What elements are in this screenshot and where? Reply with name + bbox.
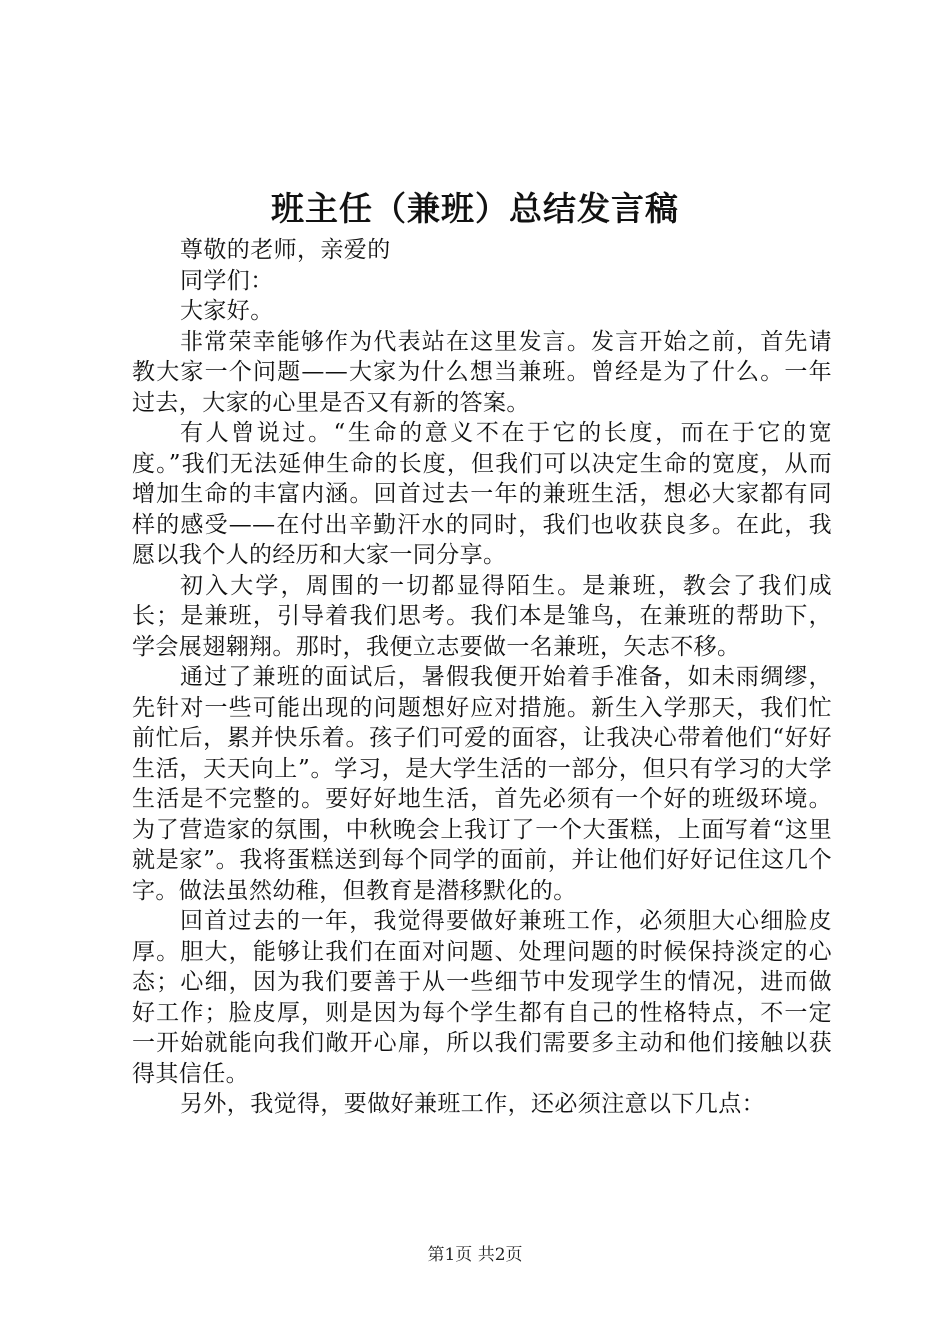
paragraph-salutation-1: 尊敬的老师，亲爱的 [180, 237, 391, 263]
document-body [132, 235, 832, 1120]
paragraph: 初入大学，周围的一切都显得陌生。是兼班，教会了我们成长；是兼班，引导着我们思考。我们本是雏鸟，在兼班的帮助下，学会展翅翱翔。那时，我便立志要做一名兼班，矢志不移。 [132, 572, 832, 660]
paragraph: 非常荣幸能够作为代表站在这里发言。发言开始之前，首先请教大家一个问题——大家为什么想当兼班。曾经是为了什么。一年过去，大家的心里是否又有新的答案。 [132, 328, 832, 416]
paragraph-greeting: 大家好。 [180, 298, 274, 324]
paragraph-salutation-2: 同学们： [180, 267, 274, 294]
paragraph: 有人曾说过。“生命的意义不在于它的长度，而在于它的宽度。”我们无法延伸生命的长度，但我们可以决定生命的宽度，从而增加生命的丰富内涵。回首过去一年的兼班生活，想必大家都有同样的感受——在付出辛勤汗水的同时，我们也收获良多。在此，我愿以我个人的经历和大家一同分享。 [132, 420, 832, 568]
paragraph: 通过了兼班的面试后，暑假我便开始着手准备，如未雨绸缪，先针对一些可能出现的问题想好应对措施。新生入学那天，我们忙前忙后，累并快乐着。孩子们可爱的面容，让我决心带着他们“好好生活，天天向上”。学习，是大学生活的一部分，但只有学习的大学生活是不完整的。要好好地生活，首先必须有一个好的班级环境。为了营造家的氛围，中秋晚会上我订了一个大蛋糕，上面写着“这里就是家”。我将蛋糕送到每个同学的面前，并让他们好好记住这几个字。做法虽然幼稚，但教育是潜移默化的。 [132, 664, 832, 904]
page-number-footer: 第1页 共2页 [427, 1245, 523, 1265]
paragraph: 回首过去的一年，我觉得要做好兼班工作，必须胆大心细脸皮厚。胆大，能够让我们在面对问题、处理问题的时候保持淡定的心态；心细，因为我们要善于从一些细节中发现学生的情况，进而做好工作；脸皮厚，则是因为每个学生都有自己的性格特点，不一定一开始就能向我们敞开心扉，所以我们需要多主动和他们接触以获得其信任。 [132, 908, 832, 1087]
paragraph: 另外，我觉得，要做好兼班工作，还必须注意以下几点： [180, 1091, 765, 1117]
document-title: 班主任（兼班）总结发言稿 [271, 189, 679, 228]
